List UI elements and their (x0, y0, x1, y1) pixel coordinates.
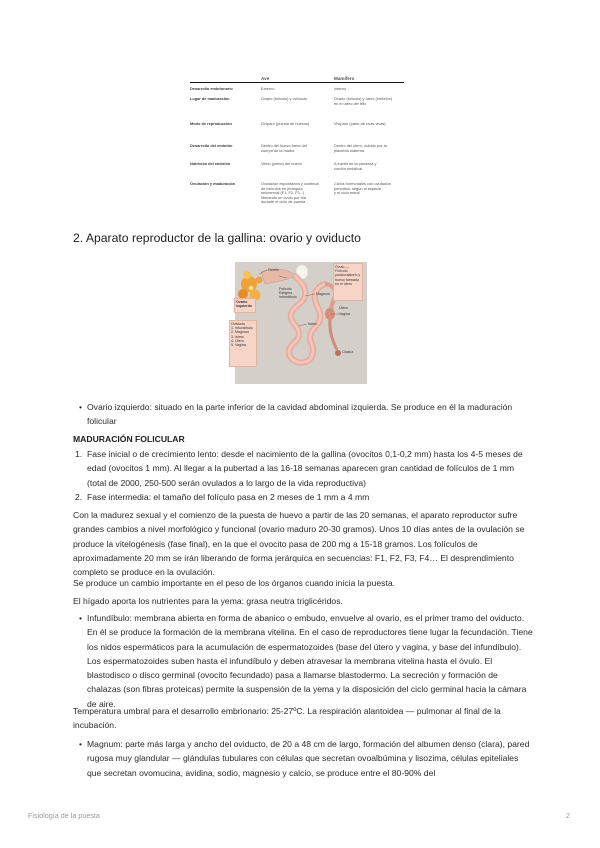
figure-note-ovary: Ovario izquierdo (234, 298, 256, 313)
list-number: 1. (75, 449, 83, 459)
table-header-cell: Mamífero (334, 76, 355, 81)
paragraph-text: Con la madurez sexual y el comienzo de la puesta de huevo a partir de las 20 semanas, el aparato reproductor sufre grandes cambios a nivel morfológico y funcional (ovario maduro 20-30 gramos). Unos 10 días antes de la ovulación se produce la vitelogénesis (fase final), en la que el ovocito pasa de 200 mg a 15-18 gramos. Los folículos de aproximadamente 20 mm se irán liberando de forma jerárquica en secuencias: F1, F2, F3, F4… El desprendimiento completo se produce en la ovulación. (73, 510, 525, 578)
table-cell: Ovíparo (puesta de huevos) (261, 121, 310, 126)
table-cell: Ovario (folículo) y útero (embrión) en el útero del feto (334, 96, 393, 106)
bullet-icon: • (79, 613, 83, 623)
table-cell: Externo (261, 86, 275, 91)
paragraph (73, 704, 533, 733)
label-isthmus: Istmo (308, 322, 317, 326)
table-header-row (190, 72, 404, 83)
paragraph (73, 594, 533, 608)
list-number: 2. (75, 492, 83, 502)
paragraph (73, 576, 533, 590)
table-row (190, 182, 404, 212)
subheading: MADURACIÓN FOLICULAR (73, 434, 185, 444)
table-cell: Dentro del huevo fuera del cuerpo de la madre (261, 143, 307, 153)
phase-text: Fase intermedia: el tamaño del folículo pasa en 2 meses de 1 mm a 4 mm (87, 492, 370, 502)
label-stigma: Estigma (279, 291, 292, 295)
footer-title: Fisiología de la puesta (28, 811, 100, 820)
table-cell: Ovulación espontánea y continua de folículos en jerarquía secuencial (F1, F2, F3...) liberando un óvulo por día durante el ciclo de puesta (261, 181, 319, 205)
label-cloaca: Cloaca (342, 350, 354, 354)
label-ovary: Ovario (268, 268, 279, 272)
table-row (190, 162, 404, 182)
table-cell: Dentro del útero, nutrido por la placenta materna (334, 143, 387, 153)
label-follicle: Folículo (279, 287, 292, 291)
paragraph-text: Temperatura umbral para el desarrollo embrionario: 25-27ºC. La respiración alantoidea — pulmonar al final de la incubación. (73, 706, 501, 731)
table-cell: Vitelo (yema) del huevo (261, 161, 302, 166)
list-item (75, 490, 534, 505)
table-cell: Ovario (folículo) y oviducto (261, 96, 308, 101)
label-uterus: Útero (339, 306, 348, 310)
section-title: 2. Aparato reproductor de la gallina: ovario y oviducto (73, 231, 361, 245)
list-item (75, 447, 534, 490)
table-cell: Ovulación y maduración (190, 181, 236, 186)
table-row (190, 144, 404, 162)
bullet-icon: • (79, 402, 83, 412)
magnum-description: Magnum: parte más larga y ancho del oviducto, de 20 a 48 cm de largo, formación del albumen denso (clara), pared rugosa muy glandular — glándulas tubulares con células que secretan ovoalbúmina y lisozima, células epiteliales que secretan ovomucina, avidina, sodio, magnesio y calcio, se produce entre el 80-90% del (87, 739, 530, 778)
list-item (79, 400, 534, 430)
paragraph (73, 508, 533, 579)
label-vagina: Vagina (339, 312, 350, 316)
list-item (79, 737, 534, 780)
comparison-table (190, 72, 404, 212)
ovary-description: Ovario izquierdo: situado en la parte inferior de la cavidad abdominal izquierda. Se produce en él la maduración folicular (87, 402, 513, 427)
bullet-icon: • (79, 739, 83, 749)
phase-text: Fase inicial o de crecimiento lento: desde el nacimiento de la gallina (ovocitos 0,1-0,2 mm) hasta los 4-5 meses de edad (ovocitos 1 mm). Al llegar a la pubertad a las 16-18 semanas aparecen gran cantidad de folículos de 1 mm (total de 2000, 250-500 serán ovulados a lo largo de la vida reproductiva) (87, 449, 523, 488)
table-cell: Modo de reproducción (190, 121, 232, 126)
table-cell: Vivíparo (parto de crías vivas) (334, 121, 386, 126)
paragraph-text: El hígado aporta los nutrientes para la yema: grasa neutra triglicéridos. (73, 596, 343, 606)
page-number: 2 (566, 811, 570, 820)
table-cell: Ciclos hormonales con ovulación periódica, según la especie y el ciclo estral (334, 181, 391, 196)
table-cell: Interno (334, 86, 347, 91)
figure-note-top: Óvulo — Folículo postovulatorio y huevo formado en el útero (333, 263, 363, 301)
table-cell: Desarrollo del embrión (190, 143, 233, 148)
table-cell: Lugar de maduración (190, 96, 230, 101)
label-infundibulum: Infundíbulo (279, 295, 297, 299)
label-magnum: Magnum (316, 292, 330, 296)
table-header-cell: Ave (261, 76, 270, 81)
table-row (190, 122, 404, 144)
table-cell: Desarrollo embrionario (190, 86, 233, 91)
table-cell: A través de la placenta y cordón umbilical (334, 161, 377, 171)
table-row (190, 97, 404, 122)
list-item (79, 611, 534, 709)
infundibulum-description: Infundíbulo: membrana abierta en forma de abanico o embudo, envuelve al ovario, es el primer tramo del oviducto. En él se produce la formación de la membrana vitelina. En el caso de reproductores tiene lugar la fecundación. Tiene los nidos espermáticos para la acumulación de espermatozoides (base del útero y vagina, y base del infundíbulo). Los espermatozoides suben hasta el infundíbulo y deben atravesar la membrana vitelina hasta el óvulo. El blastodisco o disco germinal (ovocito fecundado) pasa a llamarse blastodermo. La secreción y formación de chalazas (son fibras proteicas) permite la suspensión de la yema y la disposición del ciclo germinal hacia la cámara de aire. (87, 613, 533, 709)
figure-note-oviduct: Oviducto 1. Infundíbulo 2. Magnum 3. Istmo 4. Útero 5. Vagina (229, 320, 257, 367)
table-cell: Nutrición del embrión (190, 161, 231, 166)
paragraph-text: Se produce un cambio importante en el peso de los órganos cuando inicia la puesta. (73, 578, 395, 588)
